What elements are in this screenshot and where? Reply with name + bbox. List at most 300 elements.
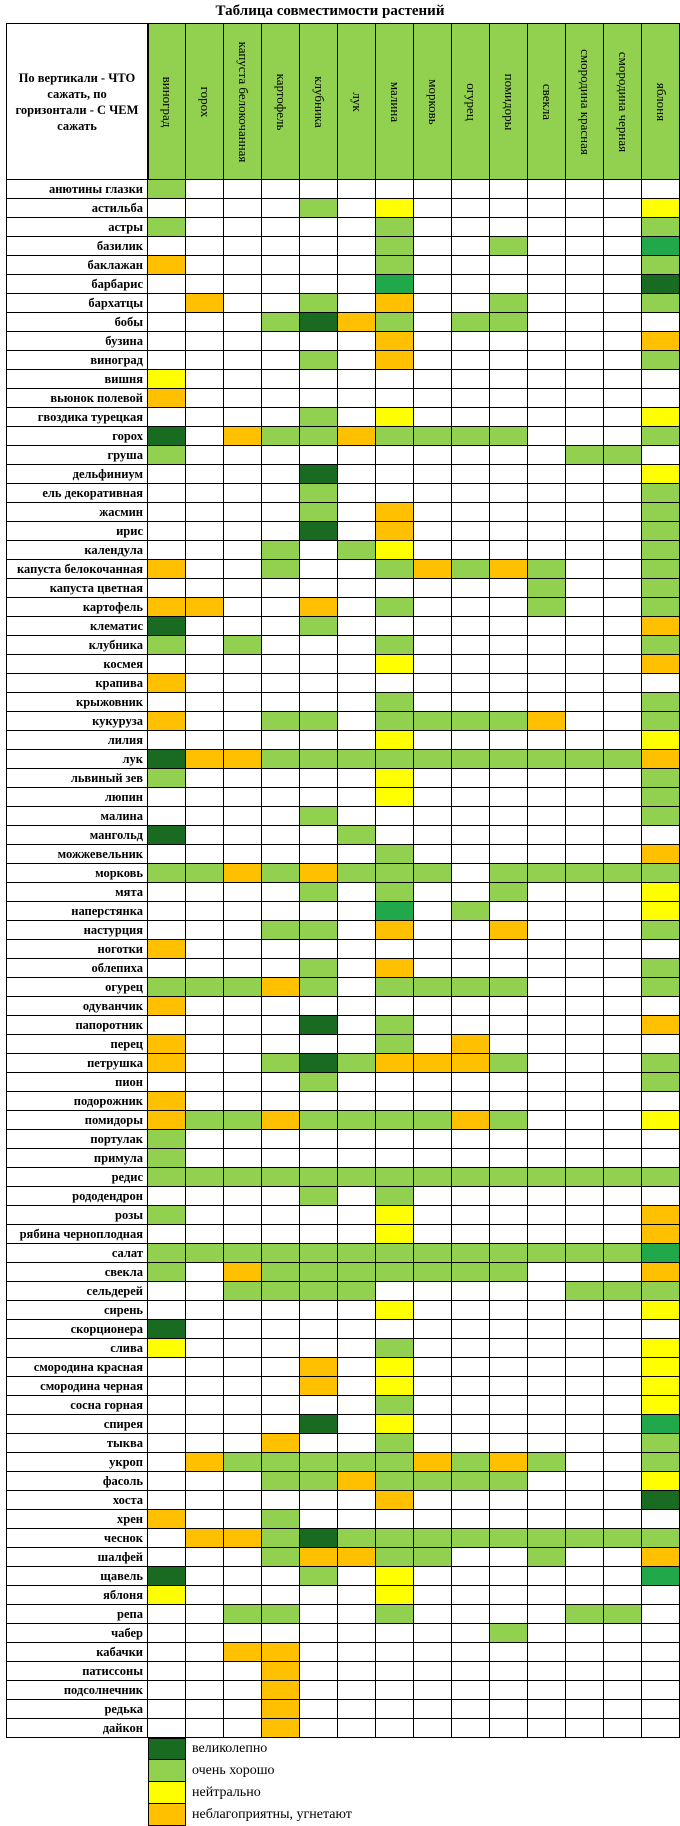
- table-cell: [414, 712, 452, 731]
- table-cell: [148, 484, 186, 503]
- table-cell: [300, 313, 338, 332]
- column-header-label: клубника: [311, 75, 327, 128]
- table-cell: [604, 1453, 642, 1472]
- table-cell: [566, 921, 604, 940]
- table-cell: [490, 1244, 528, 1263]
- table-cell: [148, 864, 186, 883]
- table-cell: [300, 845, 338, 864]
- table-cell: [414, 1434, 452, 1453]
- table-cell: [186, 1263, 224, 1282]
- table-cell: [148, 1472, 186, 1491]
- table-cell: [186, 959, 224, 978]
- row-label: рябина черноплодная: [6, 1225, 148, 1244]
- table-cell: [262, 1624, 300, 1643]
- table-cell: [338, 864, 376, 883]
- table-cell: [452, 579, 490, 598]
- table-cell: [566, 1301, 604, 1320]
- table-cell: [338, 1054, 376, 1073]
- table-cell: [528, 275, 566, 294]
- table-cell: [262, 1567, 300, 1586]
- table-cell: [338, 997, 376, 1016]
- table-cell: [528, 427, 566, 446]
- table-cell: [528, 674, 566, 693]
- table-cell: [376, 978, 414, 997]
- table-cell: [148, 1662, 186, 1681]
- table-cell: [642, 1054, 680, 1073]
- table-cell: [148, 1453, 186, 1472]
- table-cell: [186, 1605, 224, 1624]
- table-cell: [642, 1548, 680, 1567]
- table-cell: [566, 1130, 604, 1149]
- table-cell: [338, 1396, 376, 1415]
- table-cell: [300, 1681, 338, 1700]
- table-cell: [566, 598, 604, 617]
- table-cell: [642, 731, 680, 750]
- table-cell: [376, 332, 414, 351]
- table-cell: [414, 845, 452, 864]
- table-cell: [300, 408, 338, 427]
- table-cell: [300, 1035, 338, 1054]
- row-label: щавель: [6, 1567, 148, 1586]
- table-cell: [452, 693, 490, 712]
- row-label: львиный зев: [6, 769, 148, 788]
- table-cell: [300, 807, 338, 826]
- table-cell: [148, 693, 186, 712]
- table-cell: [414, 1396, 452, 1415]
- table-cell: [566, 351, 604, 370]
- legend-swatch: [148, 1781, 186, 1804]
- table-cell: [262, 218, 300, 237]
- table-cell: [300, 294, 338, 313]
- table-cell: [224, 864, 262, 883]
- table-cell: [376, 408, 414, 427]
- table-cell: [300, 1206, 338, 1225]
- table-cell: [300, 199, 338, 218]
- table-cell: [452, 845, 490, 864]
- table-cell: [490, 1168, 528, 1187]
- table-cell: [642, 1263, 680, 1282]
- legend-label: нейтрально: [192, 1785, 261, 1800]
- table-cell: [566, 541, 604, 560]
- table-cell: [148, 465, 186, 484]
- table-cell: [566, 978, 604, 997]
- table-cell: [224, 1415, 262, 1434]
- table-cell: [604, 522, 642, 541]
- table-cell: [300, 1301, 338, 1320]
- table-cell: [186, 1054, 224, 1073]
- table-cell: [566, 636, 604, 655]
- table-cell: [452, 655, 490, 674]
- table-cell: [414, 636, 452, 655]
- table-cell: [452, 541, 490, 560]
- table-cell: [186, 465, 224, 484]
- table-cell: [452, 256, 490, 275]
- table-cell: [566, 1681, 604, 1700]
- table-cell: [528, 1662, 566, 1681]
- table-cell: [604, 1472, 642, 1491]
- row-label: сирень: [6, 1301, 148, 1320]
- table-cell: [528, 921, 566, 940]
- table-cell: [224, 408, 262, 427]
- table-cell: [642, 275, 680, 294]
- table-cell: [186, 788, 224, 807]
- row-label: барбарис: [6, 275, 148, 294]
- table-cell: [300, 712, 338, 731]
- table-cell: [186, 560, 224, 579]
- table-cell: [186, 1586, 224, 1605]
- table-cell: [604, 1263, 642, 1282]
- table-cell: [186, 826, 224, 845]
- table-cell: [452, 1586, 490, 1605]
- table-cell: [300, 1225, 338, 1244]
- table-cell: [604, 1111, 642, 1130]
- table-cell: [604, 902, 642, 921]
- table-cell: [566, 1282, 604, 1301]
- table-cell: [642, 1225, 680, 1244]
- table-cell: [642, 1130, 680, 1149]
- table-cell: [414, 446, 452, 465]
- table-cell: [566, 883, 604, 902]
- table-cell: [490, 1054, 528, 1073]
- table-cell: [262, 313, 300, 332]
- table-cell: [300, 1244, 338, 1263]
- table-cell: [490, 1510, 528, 1529]
- table-cell: [376, 674, 414, 693]
- table-cell: [452, 351, 490, 370]
- table-cell: [566, 769, 604, 788]
- table-cell: [262, 807, 300, 826]
- table-cell: [262, 1244, 300, 1263]
- table-cell: [414, 294, 452, 313]
- table-cell: [338, 978, 376, 997]
- row-label: пион: [6, 1073, 148, 1092]
- table-cell: [642, 484, 680, 503]
- table-cell: [186, 1320, 224, 1339]
- table-cell: [604, 446, 642, 465]
- table-cell: [528, 1073, 566, 1092]
- table-cell: [186, 1301, 224, 1320]
- table-cell: [376, 1548, 414, 1567]
- table-cell: [642, 978, 680, 997]
- legend-label: великолепно: [192, 1741, 268, 1756]
- table-cell: [376, 1605, 414, 1624]
- table-cell: [566, 1054, 604, 1073]
- table-cell: [604, 1092, 642, 1111]
- table-cell: [528, 1320, 566, 1339]
- table-cell: [224, 997, 262, 1016]
- table-cell: [452, 503, 490, 522]
- table-cell: [224, 1168, 262, 1187]
- table-cell: [414, 617, 452, 636]
- table-cell: [186, 1472, 224, 1491]
- row-label: салат: [6, 1244, 148, 1263]
- table-cell: [528, 313, 566, 332]
- table-cell: [528, 408, 566, 427]
- table-cell: [300, 1111, 338, 1130]
- table-cell: [414, 1472, 452, 1491]
- table-cell: [528, 807, 566, 826]
- table-cell: [490, 1434, 528, 1453]
- table-cell: [262, 1263, 300, 1282]
- table-cell: [414, 731, 452, 750]
- table-cell: [452, 617, 490, 636]
- table-cell: [338, 1282, 376, 1301]
- table-cell: [566, 674, 604, 693]
- table-cell: [300, 693, 338, 712]
- table-cell: [452, 1396, 490, 1415]
- table-cell: [262, 1282, 300, 1301]
- table-cell: [528, 446, 566, 465]
- table-cell: [186, 1206, 224, 1225]
- table-cell: [338, 902, 376, 921]
- table-cell: [566, 218, 604, 237]
- table-cell: [186, 1681, 224, 1700]
- row-label: фасоль: [6, 1472, 148, 1491]
- table-cell: [490, 1415, 528, 1434]
- table-cell: [262, 636, 300, 655]
- table-cell: [262, 674, 300, 693]
- table-cell: [528, 1586, 566, 1605]
- table-cell: [566, 959, 604, 978]
- table-cell: [338, 1586, 376, 1605]
- table-cell: [224, 902, 262, 921]
- table-cell: [452, 1206, 490, 1225]
- table-cell: [376, 275, 414, 294]
- table-cell: [490, 541, 528, 560]
- table-cell: [604, 1168, 642, 1187]
- table-cell: [300, 940, 338, 959]
- table-cell: [642, 959, 680, 978]
- row-label: картофель: [6, 598, 148, 617]
- table-cell: [414, 484, 452, 503]
- table-cell: [642, 332, 680, 351]
- table-cell: [528, 997, 566, 1016]
- table-cell: [186, 1168, 224, 1187]
- table-cell: [528, 845, 566, 864]
- table-cell: [300, 617, 338, 636]
- table-cell: [262, 1605, 300, 1624]
- table-cell: [338, 1643, 376, 1662]
- table-cell: [376, 617, 414, 636]
- table-cell: [262, 1092, 300, 1111]
- table-cell: [566, 1377, 604, 1396]
- table-cell: [148, 826, 186, 845]
- table-cell: [338, 180, 376, 199]
- table-cell: [528, 1206, 566, 1225]
- table-cell: [490, 1301, 528, 1320]
- table-cell: [490, 807, 528, 826]
- table-cell: [224, 921, 262, 940]
- table-cell: [338, 294, 376, 313]
- table-cell: [414, 693, 452, 712]
- table-cell: [452, 807, 490, 826]
- table-cell: [376, 1054, 414, 1073]
- table-cell: [566, 1434, 604, 1453]
- table-cell: [338, 1510, 376, 1529]
- legend-swatch: [148, 1738, 186, 1760]
- column-header-label: огурец: [463, 82, 479, 121]
- table-cell: [376, 845, 414, 864]
- table-cell: [528, 1149, 566, 1168]
- table-cell: [604, 389, 642, 408]
- table-cell: [452, 1339, 490, 1358]
- table-cell: [604, 1016, 642, 1035]
- table-cell: [414, 370, 452, 389]
- table-cell: [452, 389, 490, 408]
- table-cell: [414, 940, 452, 959]
- table-cell: [490, 769, 528, 788]
- row-label: ирис: [6, 522, 148, 541]
- table-cell: [148, 1244, 186, 1263]
- table-cell: [338, 1700, 376, 1719]
- table-cell: [490, 1149, 528, 1168]
- table-cell: [338, 1244, 376, 1263]
- table-cell: [376, 465, 414, 484]
- table-cell: [148, 1377, 186, 1396]
- table-cell: [490, 256, 528, 275]
- column-header: [527, 23, 566, 180]
- table-cell: [186, 389, 224, 408]
- row-label: сосна горная: [6, 1396, 148, 1415]
- row-label: огурец: [6, 978, 148, 997]
- table-cell: [452, 1719, 490, 1738]
- table-cell: [604, 1301, 642, 1320]
- table-cell: [376, 1206, 414, 1225]
- table-cell: [224, 1092, 262, 1111]
- table-cell: [338, 313, 376, 332]
- table-cell: [490, 427, 528, 446]
- table-cell: [490, 560, 528, 579]
- table-cell: [566, 845, 604, 864]
- table-cell: [300, 1453, 338, 1472]
- table-cell: [642, 1244, 680, 1263]
- row-label: подорожник: [6, 1092, 148, 1111]
- table-cell: [642, 997, 680, 1016]
- table-cell: [528, 1358, 566, 1377]
- table-cell: [376, 294, 414, 313]
- table-cell: [376, 693, 414, 712]
- row-label: портулак: [6, 1130, 148, 1149]
- table-cell: [376, 389, 414, 408]
- table-cell: [148, 940, 186, 959]
- table-cell: [262, 598, 300, 617]
- table-cell: [604, 1605, 642, 1624]
- table-cell: [224, 1662, 262, 1681]
- table-cell: [148, 408, 186, 427]
- table-cell: [414, 1282, 452, 1301]
- table-cell: [642, 294, 680, 313]
- table-cell: [528, 1529, 566, 1548]
- table-cell: [224, 636, 262, 655]
- table-cell: [642, 1681, 680, 1700]
- table-cell: [414, 1662, 452, 1681]
- table-cell: [604, 180, 642, 199]
- table-cell: [414, 1320, 452, 1339]
- table-cell: [604, 1358, 642, 1377]
- table-cell: [186, 617, 224, 636]
- row-label: ель декоративная: [6, 484, 148, 503]
- table-cell: [186, 1358, 224, 1377]
- table-cell: [642, 1073, 680, 1092]
- table-cell: [604, 1415, 642, 1434]
- table-cell: [490, 465, 528, 484]
- table-cell: [300, 1339, 338, 1358]
- table-cell: [338, 1529, 376, 1548]
- table-cell: [452, 446, 490, 465]
- table-cell: [452, 560, 490, 579]
- table-cell: [604, 883, 642, 902]
- table-cell: [642, 1016, 680, 1035]
- table-cell: [224, 1339, 262, 1358]
- table-cell: [338, 883, 376, 902]
- table-cell: [186, 712, 224, 731]
- table-cell: [224, 978, 262, 997]
- table-cell: [528, 769, 566, 788]
- table-cell: [566, 807, 604, 826]
- table-cell: [338, 427, 376, 446]
- table-cell: [604, 1586, 642, 1605]
- table-cell: [338, 1130, 376, 1149]
- row-label: морковь: [6, 864, 148, 883]
- table-cell: [604, 1643, 642, 1662]
- row-label: вьюнок полевой: [6, 389, 148, 408]
- table-cell: [186, 1529, 224, 1548]
- row-label: перец: [6, 1035, 148, 1054]
- table-cell: [148, 427, 186, 446]
- table-cell: [376, 1700, 414, 1719]
- table-cell: [300, 1320, 338, 1339]
- table-cell: [338, 1605, 376, 1624]
- table-cell: [642, 598, 680, 617]
- table-cell: [490, 446, 528, 465]
- table-cell: [224, 465, 262, 484]
- table-cell: [262, 256, 300, 275]
- table-cell: [490, 636, 528, 655]
- column-header-label: картофель: [273, 73, 289, 130]
- table-cell: [490, 370, 528, 389]
- table-cell: [338, 1415, 376, 1434]
- table-cell: [642, 1149, 680, 1168]
- table-cell: [376, 1187, 414, 1206]
- table-cell: [148, 199, 186, 218]
- table-cell: [414, 883, 452, 902]
- table-cell: [452, 1035, 490, 1054]
- table-cell: [338, 1187, 376, 1206]
- row-label: яблоня: [6, 1586, 148, 1605]
- table-cell: [338, 560, 376, 579]
- table-cell: [186, 503, 224, 522]
- table-cell: [300, 256, 338, 275]
- table-cell: [490, 902, 528, 921]
- table-cell: [186, 370, 224, 389]
- row-label: облепиха: [6, 959, 148, 978]
- table-cell: [642, 1453, 680, 1472]
- table-cell: [262, 1111, 300, 1130]
- table-cell: [490, 1339, 528, 1358]
- table-cell: [566, 275, 604, 294]
- table-cell: [566, 408, 604, 427]
- table-cell: [528, 826, 566, 845]
- table-cell: [604, 1719, 642, 1738]
- table-cell: [262, 408, 300, 427]
- table-cell: [414, 902, 452, 921]
- table-cell: [376, 883, 414, 902]
- table-cell: [490, 750, 528, 769]
- table-cell: [566, 465, 604, 484]
- table-cell: [414, 1510, 452, 1529]
- row-label: капуста цветная: [6, 579, 148, 598]
- table-cell: [186, 1548, 224, 1567]
